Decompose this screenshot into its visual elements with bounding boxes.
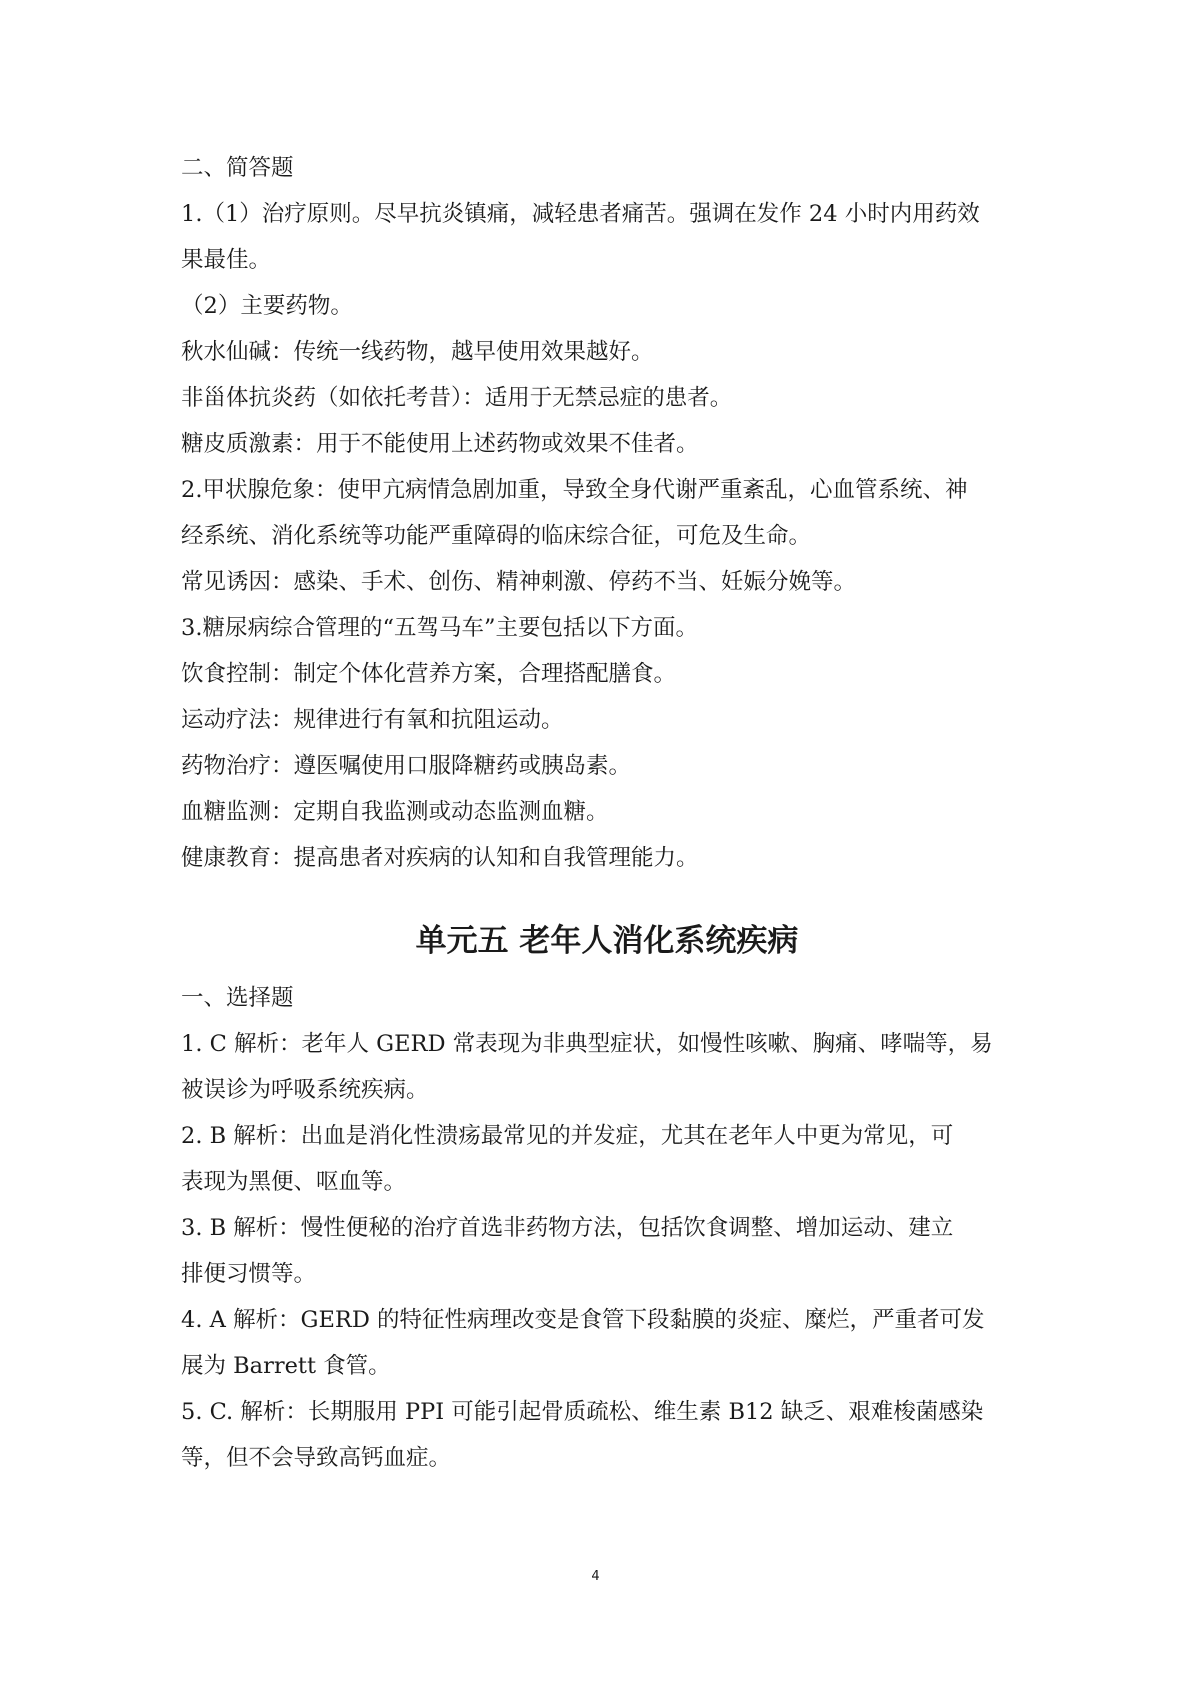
text-line: （2）主要药物。	[181, 293, 353, 319]
text-line: 4. A 解析：GERD 的特征性病理改变是食管下段黏膜的炎症、糜烂，严重者可发	[181, 1307, 985, 1333]
text-line: 饮食控制：制定个体化营养方案，合理搭配膳食。	[181, 661, 677, 687]
text-line: 排便习惯等。	[181, 1261, 317, 1287]
unit-title: 单元五 老年人消化系统疾病	[415, 923, 799, 959]
text-line: 糖皮质激素：用于不能使用上述药物或效果不佳者。	[181, 431, 699, 457]
text-line: 非甾体抗炎药（如依托考昔）：适用于无禁忌症的患者。	[181, 385, 733, 411]
text-line: 1.（1）治疗原则。尽早抗炎镇痛，减轻患者痛苦。强调在发作 24 小时内用药效	[181, 201, 980, 227]
text-line: 2. B 解析：出血是消化性溃疡最常见的并发症，尤其在老年人中更为常见，可	[181, 1123, 954, 1149]
section-heading-short-answer: 二、简答题	[181, 155, 294, 181]
text-line: 经系统、消化系统等功能严重障碍的临床综合征，可危及生命。	[181, 523, 812, 549]
page-number: 4	[591, 1569, 600, 1584]
text-line: 血糖监测：定期自我监测或动态监测血糖。	[181, 799, 609, 825]
text-line: 2.甲状腺危象：使甲亢病情急剧加重，导致全身代谢严重紊乱，心血管系统、神	[181, 477, 968, 503]
text-line: 3.糖尿病综合管理的“五驾马车”主要包括以下方面。	[181, 615, 698, 641]
section-heading-choice: 一、选择题	[181, 985, 294, 1011]
text-line: 秋水仙碱：传统一线药物，越早使用效果越好。	[181, 339, 654, 365]
text-line: 3. B 解析：慢性便秘的治疗首选非药物方法，包括饮食调整、增加运动、建立	[181, 1215, 954, 1241]
document-page	[181, 145, 1011, 1481]
text-line: 果最佳。	[181, 247, 272, 273]
text-line: 药物治疗：遵医嘱使用口服降糖药或胰岛素。	[181, 753, 632, 779]
text-line: 5. C. 解析：长期服用 PPI 可能引起骨质疏松、维生素 B12 缺乏、艰难梭菌感染	[181, 1399, 984, 1425]
text-line: 常见诱因：感染、手术、创伤、精神刺激、停药不当、妊娠分娩等。	[181, 569, 857, 595]
text-line: 表现为黑便、呕血等。	[181, 1169, 407, 1195]
text-line: 1. C 解析：老年人 GERD 常表现为非典型症状，如慢性咳嗽、胸痛、哮喘等，易	[181, 1031, 993, 1057]
text-line: 等，但不会导致高钙血症。	[181, 1445, 452, 1471]
text-line: 运动疗法：规律进行有氧和抗阻运动。	[181, 707, 564, 733]
text-line: 展为 Barrett 食管。	[181, 1353, 391, 1379]
text-line: 健康教育：提高患者对疾病的认知和自我管理能力。	[181, 845, 699, 871]
text-line: 被误诊为呼吸系统疾病。	[181, 1077, 429, 1103]
